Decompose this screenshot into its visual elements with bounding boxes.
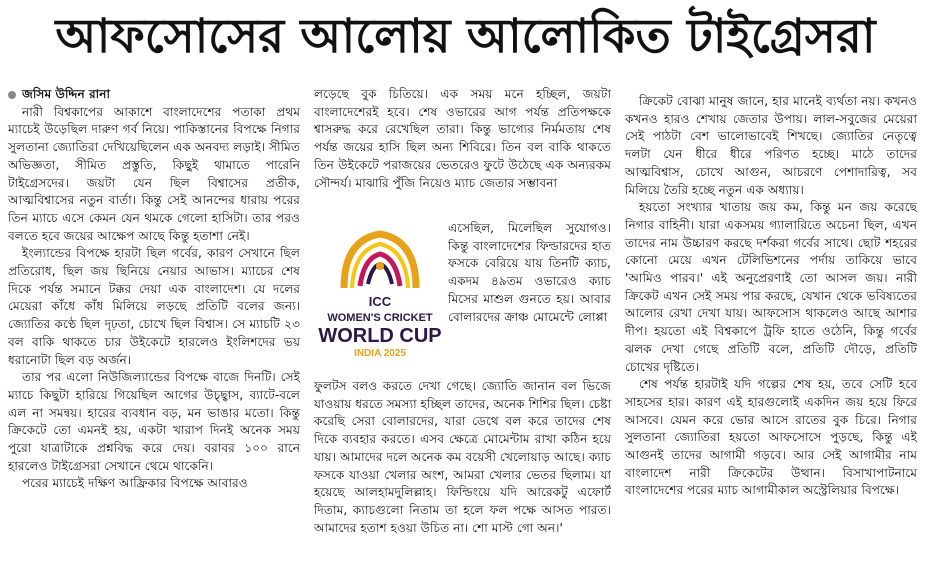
- article-column-3: [625, 93, 917, 500]
- paragraph: পরের ম্যাচেই দক্ষিণ আফ্রিকার বিপক্ষে আবারও: [22, 476, 248, 491]
- paragraph: এসেছিল, মিলেছিল সুযোগও। কিন্তু বাংলাদেশের ফিল্ডারদের হাত ফসকে বেরিয়ে যায় তিনটি ক্যাচ, একদম ৪৯তম ওভারেও ক্যাচ মিসের মাশুল গুনতে হয়। আবার বোলারদের ক্রাঞ্চ মোমেন্টে লোপ্পা: [448, 221, 611, 324]
- logo-line-4: INDIA 2025: [354, 348, 406, 359]
- article-column-1: [8, 86, 300, 493]
- headline: আফসোসের আলোয় আলোকিত টাইগ্রেসরা: [55, 9, 876, 64]
- logo-line-2: WOMEN'S CRICKET: [327, 312, 433, 324]
- trophy-logo-icon: [314, 226, 446, 364]
- world-cup-logo: [314, 226, 446, 364]
- logo-line-1: ICC: [368, 294, 392, 309]
- logo-line-3: WORLD CUP: [318, 325, 442, 347]
- paragraph: ক্রিকেট বোঝা মানুষ জানে, হার মানেই ব্যর্থতা নয়। কখনও কখনও হারও শেখায় জেতার উপায়। লাল-সবুজের মেয়েরা সেই পাঠটা বেশ ভালোভাবেই শিখছে। জ্যোতির নেতৃত্বে দলটা যেন ধীরে ধীরে পরিণত হচ্ছে। মাঠে তাদের আত্মবিশ্বাস, চোখে আগুন, আচরণে পেশাদারিত্ব, সব মিলিয়ে তৈরি হচ্ছে নতুন এক অধ্যায়।: [625, 94, 917, 197]
- column-2-bottom: [314, 378, 611, 537]
- paragraph: লড়েছে বুক চিতিয়ে। এক সময় মনে হচ্ছিল, জয়টা বাংলাদেশেরই হবে। শেষ ওভারের আগ পর্যন্ত প্রতিপক্ষকে শ্বাসরুদ্ধ করে রেখেছিল তারা। কিন্তু ভাগ্যের নির্মমতায় শেষ পর্যন্ত জয়ের হাসি ছিল অন্য শিবিরে। তিন বল বাকি থাকতে তিন উইকেটে পরাজয়ের ভেতরেও ফুটে উঠেছে এক অন্যরকম সৌন্দর্য। মাঝারি পুঁজি নিয়েও ম্যাচ জেতার সম্ভাবনা: [314, 87, 611, 190]
- paragraph: ইংল্যান্ডের বিপক্ষে হারটা ছিল গর্বের, কারণ সেখানে ছিল প্রতিরোধ, ছিল জয় ছিনিয়ে নেয়ার আভাস। ম্যাচের শেষ দিকে পর্যন্ত সমানে টক্কর দেয়া এক বাংলাদেশ। যে দলের মেয়েরা কাঁধে কাঁধ মিলিয়ে লড়ছে প্রতিটি বলের জন্য। জ্যোতির কণ্ঠে ছিল দৃঢ়তা, চোখে ছিল বিশ্বাস। সে ম্যাচটি ২৩ বল বাকি থাকতে চার উইকেটে হারলেও ইংলিশদের ভয় ধরানোটা ছিল বড় অর্জন।: [8, 246, 300, 367]
- byline: [8, 86, 300, 104]
- column-2-beside-logo: [448, 220, 611, 326]
- byline-author: জসিম উদ্দিন রানা: [22, 87, 111, 101]
- column-2-top: [314, 86, 611, 192]
- paragraph: তার পর এলো নিউজিল্যান্ডের বিপক্ষে বাজে দিনটি। সেই ম্যাচে কিছুটা হারিয়ে গিয়েছিল আগের উচ্ছ্বাস, ব্যাটে-বলে এল না সমন্বয়। হারের ব্যবধান বড়, মন ভাঙার মতো। কিন্তু ক্রিকেটে তো এমনই হয়, একটা খারাপ দিনই অনেক সময় পুরো যাত্রাটাকে প্রশ্নবিদ্ধ করে দেয়। বরাবর ১০০ রানে হারলেও টাইগ্রেসরা সেখানে থেমে থাকেনি।: [8, 370, 300, 473]
- paragraph: নারী বিশ্বকাপের আকাশে বাংলাদেশের পতাকা প্রথম ম্যাচেই উড়েছিল দারুণ গর্ব নিয়ে। পাকিস্তানের বিপক্ষে নিগার সুলতানা জ্যোতিরা দেখিয়েছিলেন এক অনবদ্য লড়াই। সীমিত অভিজ্ঞতা, সীমিত প্রস্তুতি, কিছুই থামাতে পারেনি টাইগ্রেসদের। জয়টা যেন ছিল বিশ্বাসের প্রতীক, আত্মবিশ্বাসের নতুন বার্তা। কিন্তু সেই আনন্দের ধারায় পরের তিন ম্যাচে এসে কেমন যেন থমকে গেলো হাসিটা। তার পরও বলতে হবে জয়ের আক্ষেপ আছে কিন্তু হতাশা নেই।: [8, 104, 300, 243]
- paragraph: শেষ পর্যন্ত হারটাই যদি গল্পের শেষ হয়, তবে সেটি হবে সাহসের হার। কারণ এই হারগুলোই একদিন জয় হয়ে ফিরে আসবে। যেমন করে ভোর আসে রাতের বুক চিরে। নিগার সুলতানা জ্যোতিরা হয়তো আফসোসে পুড়ছে, কিন্তু এই আগুনই তাদের আগামী গড়বে। আর সেই আগামীর নাম বাংলাদেশ নারী ক্রিকেটের উত্থান। বিসাখাপাটনামে বাংলাদেশের পরের ম্যাচ আগামীকাল অস্ট্রেলিয়ার বিপক্ষে।: [625, 377, 917, 498]
- paragraph: ফুলটস বলও করতে দেখা গেছে। জ্যোতি জানান বল ভিজে যাওয়ায় ধরতে সমস্যা হচ্ছিল তাদের, অনেক শিশির ছিল। চেষ্টা করেছি সেরা বোলারদের, যারা ডেথে বল করে তাদের শেষ দিকে ব্যবহার করতে। এসব ক্ষেত্রে মোমেন্টাম রাখা কঠিন হয়ে যায়। আমাদের দলে অনেক কম বয়েসী খেলোয়াড় আছে। ক্যাচ ফসকে যাওয়া খেলার অংশ, আমরা খেলার ভেতর ছিলাম। যা হয়েছে আলহামদুলিল্লাহ। ফিল্ডিংয়ে যদি আরেকটু এফোর্ট দিতাম, ক্যাচগুলো নিতাম তা হলে ফল পক্ষে আসত পারত। আমাদের হতাশ হওয়া উচিত না। শো মাস্ট গো অন।': [314, 379, 612, 535]
- byline-bullet-icon: [8, 91, 16, 99]
- paragraph: হয়তো সংখ্যার খাতায় জয় কম, কিন্তু মন জয় করেছে নিগার বাহিনী। যারা একসময় গ্যালারিতে অচেনা ছিল, এখন তাদের নাম উচ্চারণ করছে দর্শকরা গর্বের সাথে। ছোট শহরের কোনো মেয়ে এখন টেলিভিশনের পর্দায় তাকিয়ে ভাবে 'আমিও পারব।' এই অনুপ্রেরণাই তো আসল জয়। নারী ক্রিকেট এখন সেই সময় পার করছে, যেখান থেকে ভবিষ্যতের আলোর রেখা দেখা যায়। আফসোস থাকলেও আছে আশার দীপ। হয়তো এই বিশ্বকাপে ট্রফি হাতে ওঠেনি, কিন্তু গর্বের ঝলক দেখা গেছে প্রতিটি বলে, প্রতিটি দৌড়ে, প্রতিটি চোখের দৃষ্টিতে।: [625, 200, 917, 374]
